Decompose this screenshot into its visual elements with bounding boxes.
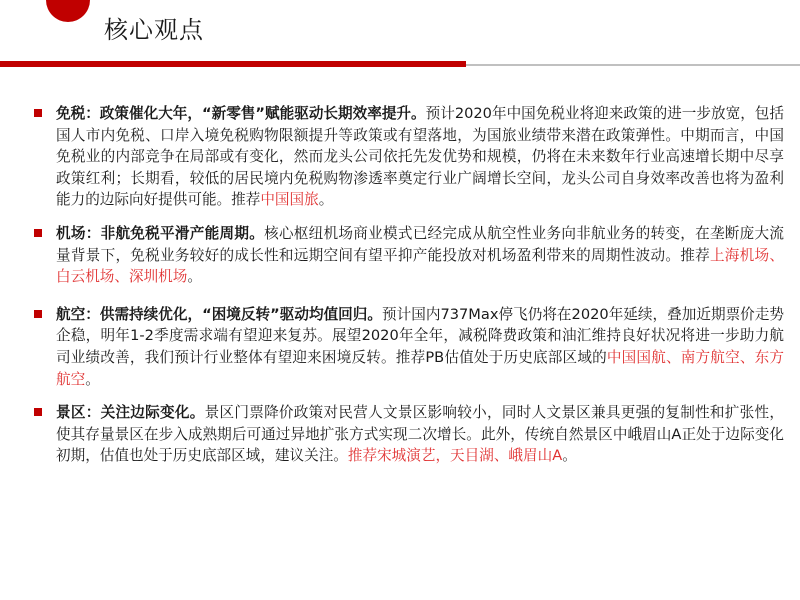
- bullet-tail: 。: [562, 447, 577, 465]
- bullet-body: 预计国内737Max停飞仍将在2020年延续，叠加近期票价走势企稳，明年1-2季度需求端有望迎来复苏。展望2020年全年，减税降费政策和油汇维持良好状况将进一步助力航司业绩改善，我们预计行业整体有望迎来困境反转。推荐PB估值处于历史底部区域的: [56, 305, 784, 366]
- bullet-heading: 机场：非航免税平滑产能周期。: [56, 224, 265, 242]
- header-decoration-circle: [46, 0, 90, 22]
- bullet-recommendation: 推荐宋城演艺，天目湖、峨眉山A: [347, 447, 563, 465]
- bullet-recommendation: 中国国航、南方航空、东方航空: [56, 348, 784, 388]
- bullet-body: 预计2020年中国免税业将迎来政策的进一步放宽，包括国人市内免税、口岸入境免税购物限额提升等政策或有望落地，为国旅业绩带来潜在政策弹性。中期而言，中国免税业的内部竞争在局部或有变化，然而龙头公司依托先发优势和规模，仍将在未来数年行业高速增长期中尽享政策红利；长期看，较低的居民境内免税购物渗透率奠定行业广阔增长空间，龙头公司自身效率改善也将为盈利能力的边际向好提供可能。推荐: [56, 105, 784, 209]
- bullet-square-icon: [34, 109, 42, 117]
- bullet-heading: 航空：供需持续优化，“困境反转”驱动均值回归。: [56, 305, 383, 323]
- bullet-recommendation: 上海机场、白云机场、深圳机场: [56, 246, 784, 286]
- key-points-list: [34, 103, 784, 479]
- bullet-aviation: [34, 304, 784, 390]
- bullet-body: 核心枢纽机场商业模式已经完成从航空性业务向非航业务的转变，在垄断庞大流量背景下，免税业务较好的成长性和远期空间有望平抑产能投放对机场盈利带来的周期性波动。推荐: [56, 224, 784, 264]
- header-divider-grey: [466, 64, 800, 66]
- bullet-recommendation: 中国国旅: [260, 191, 319, 209]
- bullet-square-icon: [34, 310, 42, 318]
- bullet-square-icon: [34, 229, 42, 237]
- bullet-tail: 。: [187, 268, 202, 286]
- bullet-heading: 景区：关注边际变化。: [56, 404, 205, 422]
- bullet-tail: 。: [318, 191, 334, 209]
- header-divider: [0, 60, 800, 68]
- bullet-body: 景区门票降价政策对民营人文景区影响较小，同时人文景区兼具更强的复制性和扩张性，使其存量景区在步入成熟期后可通过异地扩张方式实现二次增长。此外，传统自然景区中峨眉山A正处于边际变化初期，估值也处于历史底部区域，建议关注。: [56, 404, 784, 465]
- bullet-tail: 。: [85, 370, 100, 388]
- bullet-airport: [34, 223, 784, 288]
- bullet-duty-free: [34, 103, 784, 211]
- bullet-scenic: [34, 402, 784, 467]
- header-divider-red: [0, 61, 466, 67]
- bullet-heading: 免税：政策催化大年，“新零售”赋能驱动长期效率提升。: [56, 105, 426, 122]
- bullet-square-icon: [34, 408, 42, 416]
- page-title: 核心观点: [104, 16, 204, 44]
